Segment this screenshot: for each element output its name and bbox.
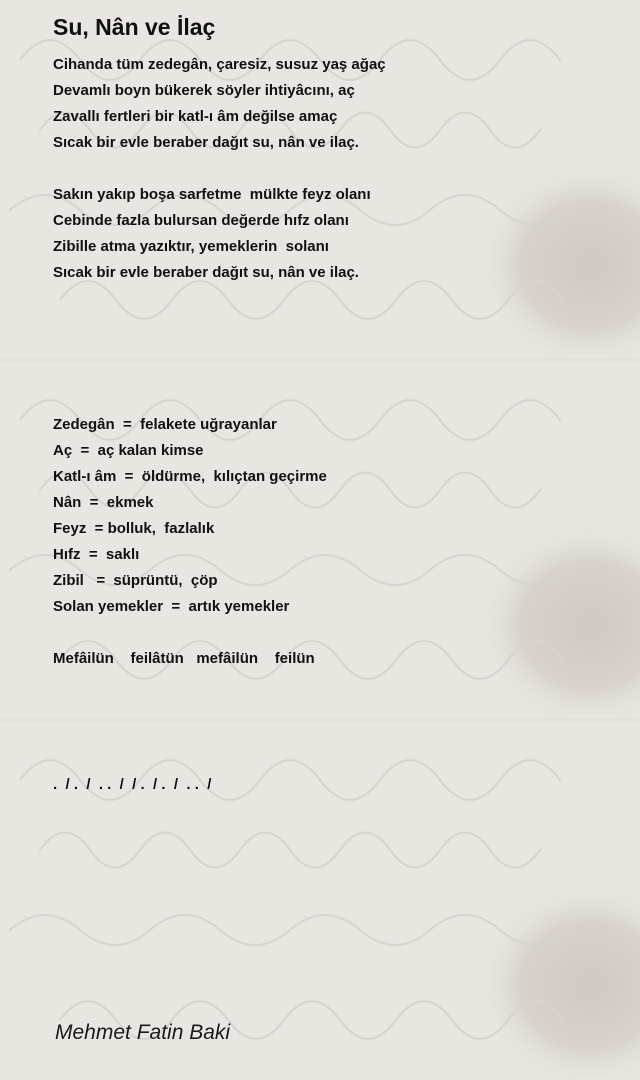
poem-line: Sakın yakıp boşa sarfetme mülkte feyz olanı [53,186,371,203]
poem-line: Devamlı boyn bükerek söyler ihtiyâcını, aç [53,82,355,99]
glossary-entry: Katl-ı âm = öldürme, kılıçtan geçirme [53,468,327,485]
glossary-entry: Zibil = süprüntü, çöp [53,572,218,589]
stanza-1 [53,52,386,156]
poem-line: Sıcak bir evle beraber dağıt su, nân ve ilaç. [53,134,359,151]
poem-line: Sıcak bir evle beraber dağıt su, nân ve ilaç. [53,264,359,281]
glossary-entry: Hıfz = saklı [53,546,140,563]
glossary [53,412,327,620]
glossary-entry: Solan yemekler = artık yemekler [53,598,290,615]
author-name: Mehmet Fatin Baki [55,1021,231,1044]
glossary-entry: Feyz = bolluk, fazlalık [53,520,215,537]
glossary-entry: Aç = aç kalan kimse [53,442,204,459]
poem-line: Zavallı fertleri bir katl-ı âm değilse amaç [53,108,338,125]
glossary-entry: Zedegân = felakete uğrayanlar [53,416,277,433]
meter-pattern: . / . / . . / / . / . / . . / [53,776,212,793]
stanza-2 [53,182,371,286]
poem-line: Cihanda tüm zedegân, çaresiz, susuz yaş ağaç [53,56,386,73]
glossary-entry: Nân = ekmek [53,494,154,511]
poem-line: Cebinde fazla bulursan değerde hıfz olanı [53,212,349,229]
poem-line: Zibille atma yazıktır, yemeklerin solanı [53,238,329,255]
poem-title: Su, Nân ve İlaç [53,14,216,40]
meter-names: Mefâilün feilâtün mefâilün feilün [53,650,315,667]
